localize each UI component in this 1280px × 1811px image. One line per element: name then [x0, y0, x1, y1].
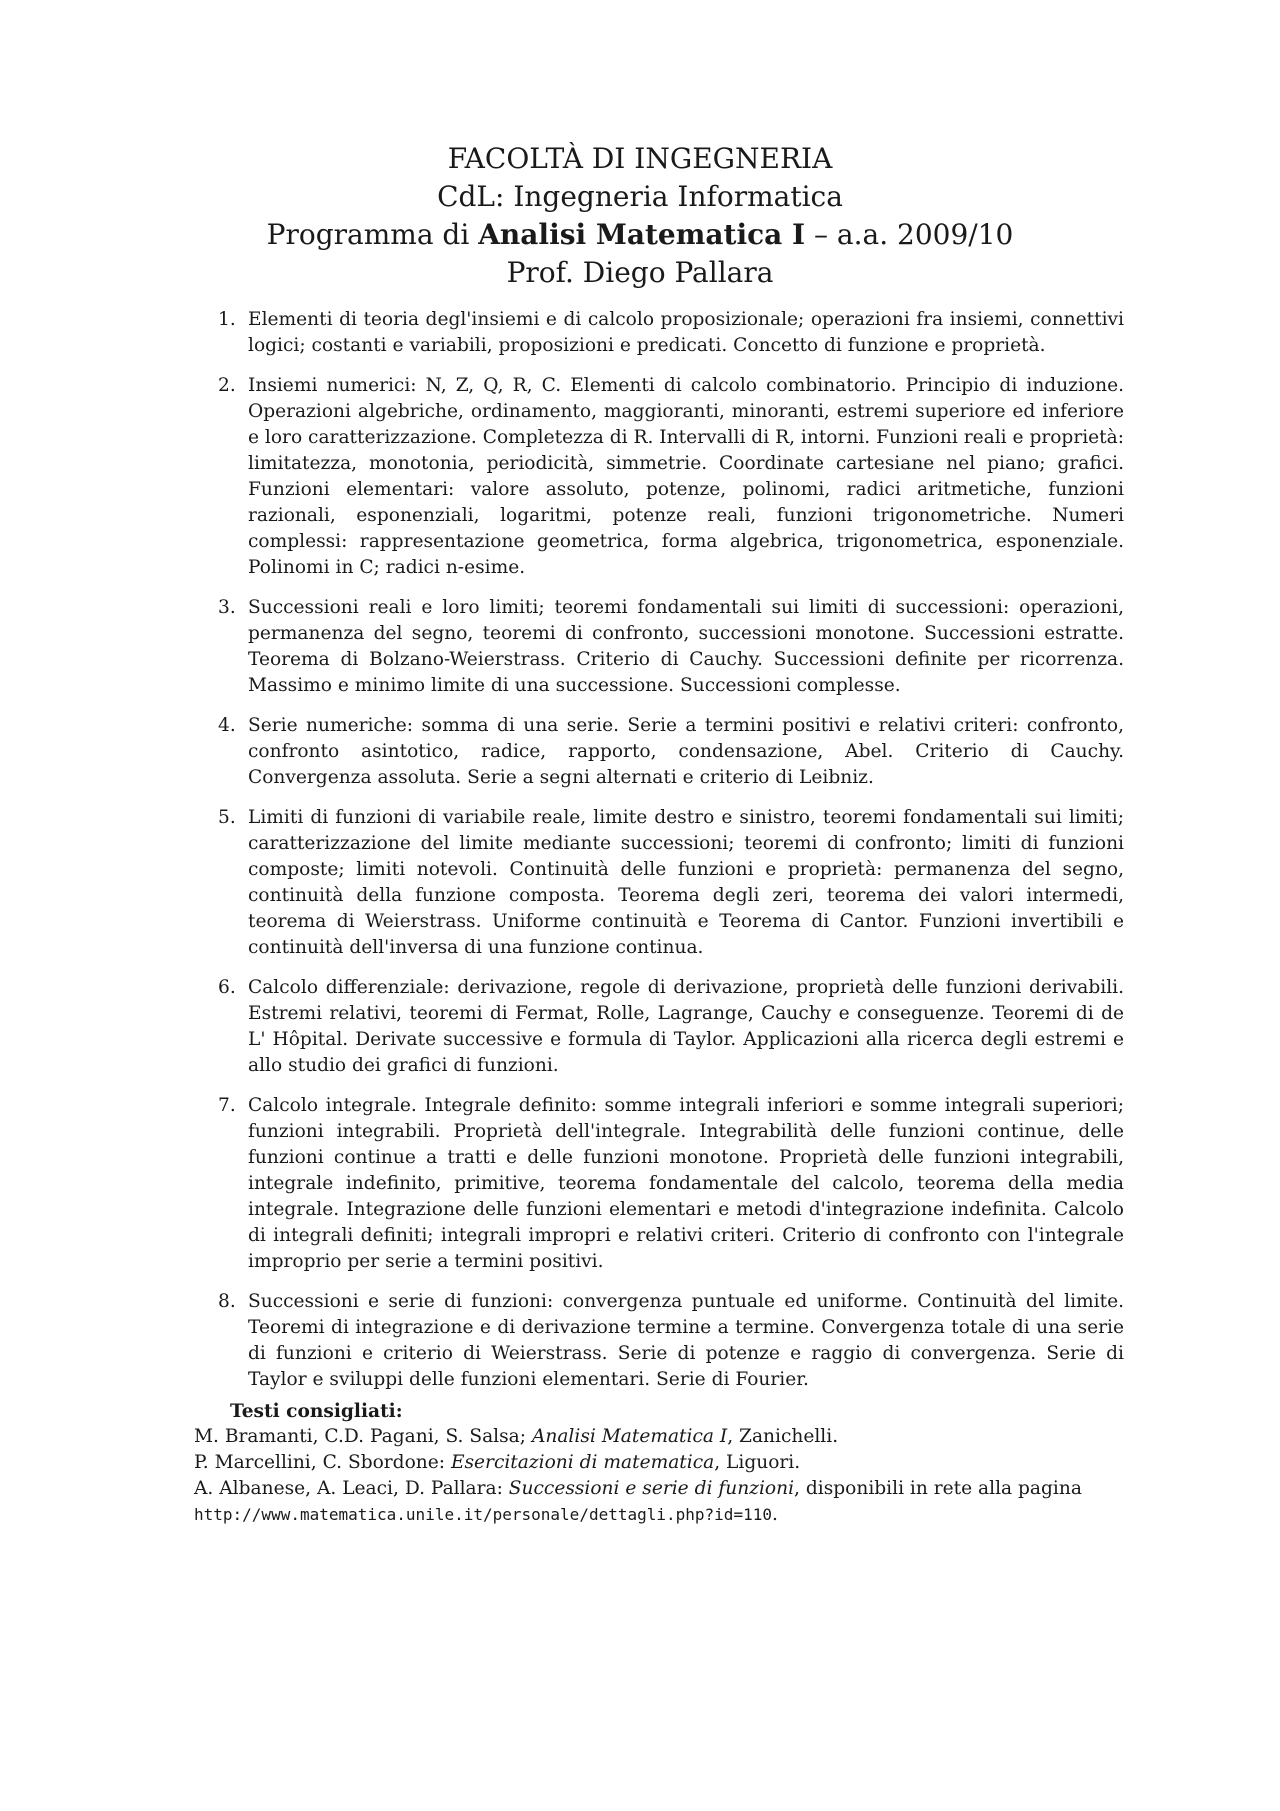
item-text: Successioni reali e loro limiti; teoremi fondamentali sui limiti di successioni: operazioni, permanenza del segno, teoremi di confronto, successioni monotone. Successioni estratte. Teorema di Bolzano-Weierstrass. Criterio di Cauchy. Successioni definite per ricorrenza. Massimo e minimo limite di una successione. Successioni complesse.	[248, 597, 1124, 696]
program-item	[212, 307, 1124, 359]
program-item	[212, 1289, 1124, 1393]
reference-publisher: , Zanichelli.	[727, 1426, 839, 1447]
item-text: Serie numeriche: somma di una serie. Serie a termini positivi e relativi criteri: confronto, confronto asintotico, radice, rapporto, condensazione, Abel. Criterio di Cauchy. Convergenza assoluta. Serie a segni alternati e criterio di Leibniz.	[248, 715, 1124, 788]
program-item	[212, 805, 1124, 961]
reference-2	[194, 1450, 1154, 1476]
item-text: Insiemi numerici: N, Z, Q, R, C. Elementi di calcolo combinatorio. Principio di induzione. Operazioni algebriche, ordinamento, maggioranti, minoranti, estremi superiore ed inferiore e loro caratterizzazione. Completezza di R. Intervalli di R, intorni. Funzioni reali e proprietà: limitatezza, monotonia, periodicità, simmetrie. Coordinate cartesiane nel piano; grafici. Funzioni elementari: valore assoluto, potenze, polinomi, radici aritmetiche, funzioni razionali, esponenziali, logaritmi, potenze reali, funzioni trigonometriche. Numeri complessi: rappresentazione geometrica, forma algebrica, trigonometrica, esponenziale. Polinomi in C; radici n-esime.	[248, 375, 1124, 578]
reference-authors: P. Marcellini, C. Sbordone:	[194, 1452, 451, 1473]
bibliography-title: Testi consigliati:	[230, 1401, 403, 1422]
reference-title: Esercitazioni di matematica	[450, 1452, 715, 1473]
reference-3	[194, 1476, 1154, 1502]
item-number: 5.	[218, 807, 236, 828]
reference-1	[194, 1424, 1154, 1450]
item-number: 8.	[218, 1291, 236, 1312]
item-number: 1.	[218, 309, 236, 330]
reference-authors: A. Albanese, A. Leaci, D. Pallara:	[194, 1478, 509, 1499]
reference-url-line	[194, 1502, 1154, 1528]
document-header	[0, 140, 1280, 292]
item-number: 4.	[218, 715, 236, 736]
course-name: Analisi Matematica I	[478, 218, 806, 251]
item-number: 2.	[218, 375, 236, 396]
course-title-prefix: Programma di	[266, 218, 479, 251]
reference-publisher: , Liguori.	[714, 1452, 801, 1473]
item-text: Calcolo integrale. Integrale definito: somme integrali inferiori e somme integrali superiori; funzioni integrabili. Proprietà dell'integrale. Integrabilità delle funzioni continue, delle funzioni continue a tratti e delle funzioni monotone. Proprietà delle funzioni integrabili, integrale indefinito, primitive, teorema fondamentale del calcolo, teorema della media integrale. Integrazione delle funzioni elementari e metodi d'integrazione indefinita. Calcolo di integrali definiti; integrali impropri e relativi criteri. Criterio di confronto con l'integrale improprio per serie a termini positivi.	[248, 1095, 1124, 1272]
course-title	[0, 216, 1280, 254]
reference-url[interactable]: http://www.matematica.unile.it/personale/dettagli.php?id=110	[194, 1505, 772, 1524]
program-item	[212, 713, 1124, 791]
reference-title: Successioni e serie di funzioni	[508, 1478, 795, 1499]
bibliography	[194, 1400, 1154, 1528]
program-item	[212, 595, 1124, 699]
program-list	[212, 307, 1124, 1407]
program-item	[212, 975, 1124, 1079]
url-period: .	[771, 1504, 778, 1525]
professor-name: Prof. Diego Pallara	[506, 256, 774, 289]
item-text: Elementi di teoria degl'insiemi e di calcolo proposizionale; operazioni fra insiemi, connettivi logici; costanti e variabili, proposizioni e predicati. Concetto di funzione e proprietà.	[248, 309, 1124, 356]
academic-year: – a.a. 2009/10	[805, 218, 1014, 251]
item-text: Successioni e serie di funzioni: convergenza puntuale ed uniforme. Continuità del limite. Teoremi di integrazione e di derivazione termine a termine. Convergenza totale di una serie di funzioni e criterio di Weierstrass. Serie di potenze e raggio di convergenza. Serie di Taylor e sviluppi delle funzioni elementari. Serie di Fourier.	[248, 1291, 1124, 1390]
reference-authors: M. Bramanti, C.D. Pagani, S. Salsa;	[194, 1426, 532, 1447]
item-text: Calcolo differenziale: derivazione, regole di derivazione, proprietà delle funzioni derivabili. Estremi relativi, teoremi di Fermat, Rolle, Lagrange, Cauchy e conseguenze. Teoremi di de L' Hôpital. Derivate successive e formula di Taylor. Applicazioni alla ricerca degli estremi e allo studio dei grafici di funzioni.	[248, 977, 1124, 1076]
faculty-title: FACOLTÀ DI INGEGNERIA	[447, 142, 833, 175]
item-number: 3.	[218, 597, 236, 618]
program-item	[212, 1093, 1124, 1275]
item-text: Limiti di funzioni di variabile reale, limite destro e sinistro, teoremi fondamentali sui limiti; caratterizzazione del limite mediante successioni; teoremi di confronto; limiti di funzioni composte; limiti notevoli. Continuità delle funzioni e proprietà: permanenza del segno, continuità della funzione composta. Teorema degli zeri, teorema dei valori intermedi, teorema di Weierstrass. Uniforme continuità e Teorema di Cantor. Funzioni invertibili e continuità dell'inversa di una funzione continua.	[248, 807, 1124, 958]
item-number: 7.	[218, 1095, 236, 1116]
program-item	[212, 373, 1124, 581]
item-number: 6.	[218, 977, 236, 998]
reference-title: Analisi Matematica I	[531, 1426, 728, 1447]
degree-course: CdL: Ingegneria Informatica	[437, 180, 843, 213]
reference-availability: , disponibili in rete alla pagina	[794, 1478, 1082, 1499]
